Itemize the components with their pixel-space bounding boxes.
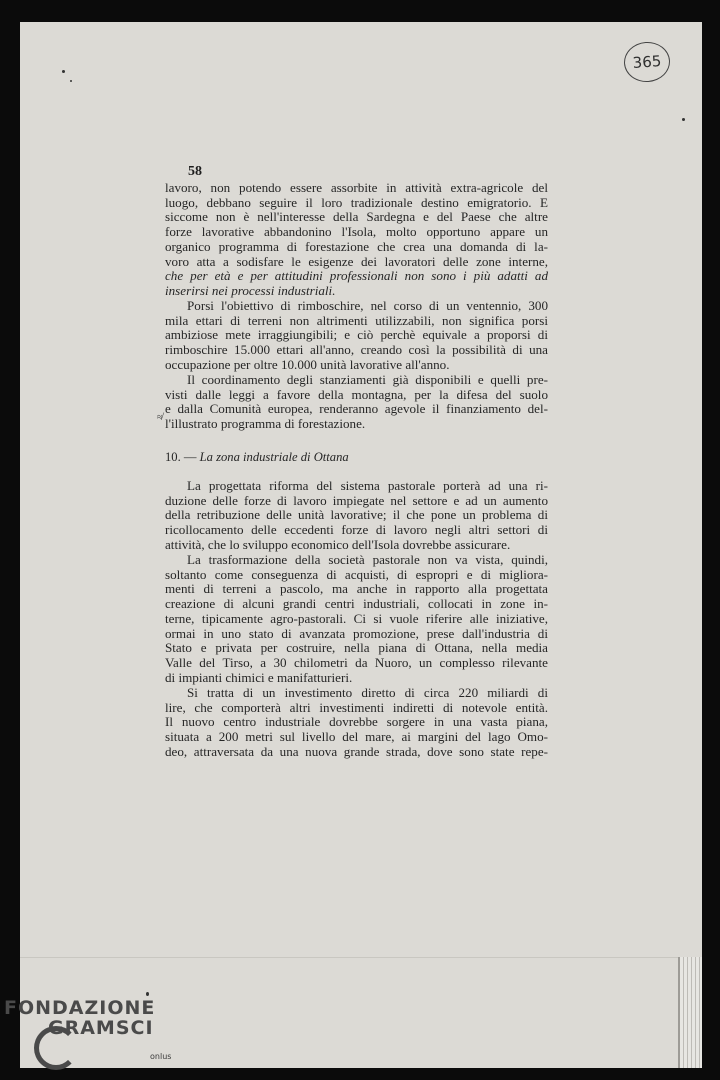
text-line: inserirsi nei processi industriali. bbox=[165, 282, 336, 298]
text-line: menti di terreni a pascolo, ma anche in rapporto alla progettata bbox=[165, 581, 548, 597]
text-line: Stato e privata per costruire, nella piana di Ottana, nella media bbox=[165, 640, 548, 656]
text-line: ormai in uno stato di avanzata promozione, prese dall'industria di bbox=[165, 625, 548, 641]
margin-mark: ≉ bbox=[157, 412, 163, 423]
dust-speck bbox=[70, 80, 72, 82]
paragraph-transformation bbox=[165, 553, 548, 685]
text-line: di impianti chimici e manifatturieri. bbox=[165, 669, 353, 685]
watermark-line-1: FONDAZIONE bbox=[4, 997, 156, 1019]
text-line: forze lavorative abbandonino l'Isola, molto opportuno appare un bbox=[165, 224, 548, 240]
paragraph-funding bbox=[165, 373, 548, 432]
text-line: organico programma di forestazione che crea una domanda di la- bbox=[165, 238, 548, 254]
text-line: l'illustrato programma di forestazione. bbox=[165, 416, 366, 432]
text-line: deo, attraversata da una nuova grande strada, dove sono state repe- bbox=[165, 743, 548, 759]
text-line: La progettata riforma del sistema pastorale porterà ad una ri- bbox=[187, 478, 548, 493]
text-line: e dalla Comunità europea, renderanno agevole il finanziamento del- bbox=[165, 401, 548, 417]
section-title: La zona industriale di Ottana bbox=[199, 450, 349, 464]
watermark-subtext: onlus bbox=[150, 1052, 172, 1061]
text-line: siccome non è nell'interesse della Sardegna e del Paese che altre bbox=[165, 209, 548, 225]
section-number: 10. — bbox=[165, 450, 197, 464]
section-heading bbox=[165, 450, 349, 465]
text-line: Si tratta di un investimento diretto di circa 220 miliardi di bbox=[187, 685, 548, 700]
text-line: che per età e per attitudini professionali non sono i più adatti ad bbox=[165, 268, 548, 284]
paragraph-reforestation-goal bbox=[165, 299, 548, 373]
text-line: mila ettari di terreni non altrimenti utilizzabili, non significa porsi bbox=[165, 312, 548, 328]
text-line: attività, che lo sviluppo economico dell'Isola dovrebbe assicurare. bbox=[165, 536, 511, 552]
dust-speck bbox=[682, 118, 685, 121]
text-line: occupazione per oltre 10.000 unità lavorative all'anno. bbox=[165, 356, 450, 372]
text-line: ricollocamento delle eccedenti forze di lavoro negli altri settori di bbox=[165, 522, 548, 538]
text-line: lavoro, non potendo essere assorbite in attività extra-agricole del bbox=[165, 180, 548, 195]
text-line: della retribuzione delle unità lavorative; il che pone un problema di bbox=[165, 507, 548, 523]
text-line: lire, che comporterà altri investimenti indiretti di notevole entità. bbox=[165, 699, 548, 715]
text-line: terne, tipicamente agro-pastorali. Ci si vuole riferire alle iniziative, bbox=[165, 610, 548, 626]
archive-number-stamp: 365 bbox=[623, 40, 672, 83]
page-number: 58 bbox=[188, 164, 202, 179]
paragraph-continuation bbox=[165, 181, 548, 299]
text-line: Il nuovo centro industriale dovrebbe sorgere in una vasta piana, bbox=[165, 714, 548, 730]
text-line: voro atta a sodisfare le esigenze dei lavoratori delle zone interne, bbox=[165, 253, 548, 269]
text-line: Valle del Tirso, a 30 chilometri da Nuoro, un complesso rilevante bbox=[165, 654, 548, 670]
document-page bbox=[20, 22, 702, 1068]
text-line: Porsi l'obiettivo di rimboschire, nel corso di un ventennio, 300 bbox=[187, 298, 548, 313]
text-line: creazione di alcuni grandi centri industriali, collocati in zone in- bbox=[165, 596, 548, 612]
text-line: duzione delle forze di lavoro impiegate nel settore e ad un aumento bbox=[165, 492, 548, 508]
page-edge-strip bbox=[678, 957, 702, 1068]
dust-speck bbox=[62, 70, 65, 73]
text-line: luogo, debbano seguire il loro tradizionale destino emigratorio. E bbox=[165, 194, 548, 210]
watermark bbox=[4, 998, 155, 1038]
dust-speck bbox=[146, 992, 149, 996]
watermark-line-2: GRAMSCI bbox=[48, 1017, 154, 1039]
text-line: soltanto come conseguenza di acquisti, di espropri e di migliora- bbox=[165, 566, 548, 582]
text-line: visti dalle leggi a favore della montagna, per la difesa del suolo bbox=[165, 386, 548, 402]
paragraph-investment bbox=[165, 686, 548, 760]
text-line: rimboschire 15.000 ettari all'anno, creando così la possibilità di una bbox=[165, 342, 548, 358]
text-line: Il coordinamento degli stanziamenti già disponibili e quelli pre- bbox=[187, 372, 548, 387]
paragraph-pastoral-reform bbox=[165, 479, 548, 553]
text-line: La trasformazione della società pastorale non va vista, quindi, bbox=[187, 552, 548, 567]
text-line: ambiziose mete irraggiungibili; e ciò perchè equivale a proporsi di bbox=[165, 327, 548, 343]
text-line: situata a 200 metri sul livello del mare, ai margini del lago Omo- bbox=[165, 729, 548, 745]
